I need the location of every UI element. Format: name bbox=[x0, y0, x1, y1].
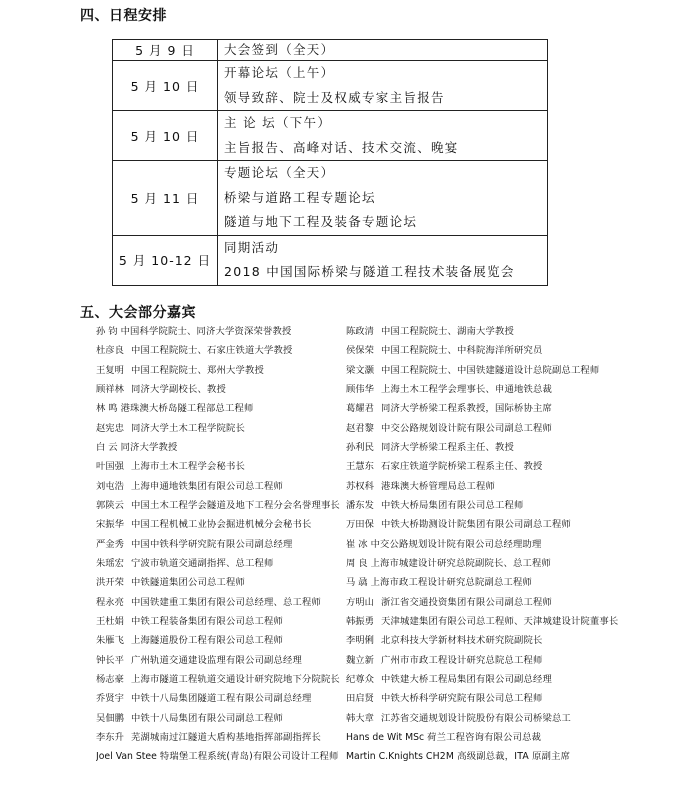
guest-entry bbox=[96, 670, 344, 689]
guest-name: 陈政清 bbox=[346, 326, 374, 337]
guest-name: 周 良 bbox=[346, 557, 368, 569]
guest-entry bbox=[346, 651, 636, 670]
guest-title: 中铁大桥科学研究院有限公司总工程师 bbox=[381, 693, 543, 705]
guest-name: 严金秀 bbox=[96, 538, 124, 550]
guest-row bbox=[96, 361, 636, 380]
guest-name: 王杜娟 bbox=[96, 615, 124, 627]
schedule-line: 专题论坛（全天） bbox=[224, 165, 335, 180]
guest-entry bbox=[346, 612, 636, 631]
guest-entry bbox=[346, 419, 636, 438]
guest-title: 广州市市政工程设计研究总院总工程师 bbox=[381, 654, 543, 666]
guest-row bbox=[96, 399, 636, 418]
guest-row bbox=[96, 670, 636, 689]
guest-row bbox=[96, 554, 636, 573]
guest-name: Martin C.Knights bbox=[346, 751, 423, 763]
guest-title: 中国工程院院士、中科院海洋所研究员 bbox=[381, 345, 543, 357]
guest-name: 程永亮 bbox=[96, 596, 124, 608]
guest-entry bbox=[346, 380, 636, 399]
guest-name: 田启贤 bbox=[346, 693, 374, 705]
schedule-date: 5 月 11 日 bbox=[113, 161, 218, 236]
guest-row bbox=[96, 322, 636, 341]
guest-title: 石家庄铁道学院桥梁工程系主任、教授 bbox=[381, 461, 543, 473]
guest-name: 吴佃鹏 bbox=[96, 712, 124, 724]
guest-title: 江苏省交通规划设计院股份有限公司桥梁总工 bbox=[381, 712, 571, 724]
schedule-line: 2018 中国国际桥梁与隧道工程技术装备展览会 bbox=[224, 264, 515, 279]
guest-entry bbox=[346, 747, 636, 766]
guest-title: 中国土木工程学会隧道及地下工程分会名誉理事长 bbox=[131, 499, 340, 511]
guest-name: 赵宪忠 bbox=[96, 422, 124, 434]
guest-row bbox=[96, 438, 636, 457]
guest-name: 潘东发 bbox=[346, 499, 374, 511]
schedule-description bbox=[218, 111, 548, 161]
guest-name: 朱瑶宏 bbox=[96, 557, 124, 569]
schedule-row bbox=[113, 40, 548, 61]
guest-name: 王复明 bbox=[96, 364, 124, 376]
guest-entry bbox=[96, 399, 344, 418]
schedule-date: 5 月 10-12 日 bbox=[113, 235, 218, 285]
guest-title: 中铁十八局集团隧道工程有限公司副总经理 bbox=[131, 693, 312, 705]
guest-entry bbox=[346, 573, 636, 592]
guest-title: 中铁大桥局集团有限公司总工程师 bbox=[381, 499, 524, 511]
guest-entry bbox=[96, 631, 344, 650]
guest-entry bbox=[96, 419, 344, 438]
schedule-line: 领导致辞、院士及权威专家主旨报告 bbox=[224, 89, 445, 105]
guest-title: 中国铁建重工集团有限公司总经理、总工程师 bbox=[131, 596, 321, 608]
guest-entry bbox=[346, 515, 636, 534]
guest-name: 刘屯浩 bbox=[96, 480, 124, 492]
guest-row bbox=[96, 573, 636, 592]
guest-name: 王慧东 bbox=[346, 461, 374, 473]
schedule-line: 主 论 坛（下午） bbox=[224, 115, 332, 130]
guest-name: 宋振华 bbox=[96, 519, 124, 531]
guest-entry bbox=[96, 457, 344, 476]
guest-row bbox=[96, 419, 636, 438]
guest-name: Hans de Wit MSc bbox=[346, 731, 425, 743]
guest-row bbox=[96, 341, 636, 360]
guest-title: 中国科学院院士、同济大学资深荣誉教授 bbox=[120, 326, 292, 337]
guest-name: 葛耀君 bbox=[346, 403, 374, 415]
guest-entry bbox=[346, 631, 636, 650]
schedule-description bbox=[218, 61, 548, 111]
guest-entry bbox=[346, 341, 636, 360]
guest-name: 侯保荣 bbox=[346, 345, 374, 357]
guest-name: 魏立新 bbox=[346, 654, 374, 666]
guest-name: 孙利民 bbox=[346, 441, 374, 453]
guest-entry bbox=[96, 535, 344, 554]
guest-entry bbox=[96, 593, 344, 612]
guest-entry bbox=[346, 477, 636, 496]
guest-entry bbox=[346, 399, 636, 418]
guest-title: 中国工程院院士、湖南大学教授 bbox=[381, 326, 514, 337]
guest-entry bbox=[346, 438, 636, 457]
guest-title: 中交公路规划设计院有限公司总经理助理 bbox=[370, 538, 542, 550]
guest-row bbox=[96, 651, 636, 670]
guest-name: 白 云 bbox=[96, 441, 118, 453]
schedule-row bbox=[113, 111, 548, 161]
guest-entry bbox=[96, 496, 344, 515]
guest-title: 中国工程院院士、郑州大学教授 bbox=[131, 364, 264, 376]
guest-title: 上海隧道股份工程有限公司总工程师 bbox=[131, 635, 283, 647]
schedule-row bbox=[113, 61, 548, 111]
guest-entry bbox=[96, 728, 346, 747]
guest-title: 中铁工程装备集团有限公司总工程师 bbox=[131, 615, 283, 627]
guest-title: 特瑞堡工程系统(青岛)有限公司设计工程师 bbox=[159, 751, 339, 763]
guest-title: 广州轨道交通建设监理有限公司副总经理 bbox=[131, 654, 302, 666]
guest-name: 崔 冰 bbox=[346, 538, 368, 550]
schedule-line: 主旨报告、高峰对话、技术交流、晚宴 bbox=[224, 139, 459, 155]
guest-row bbox=[96, 457, 636, 476]
guest-entry bbox=[346, 593, 636, 612]
guest-entry bbox=[96, 515, 344, 534]
guest-row bbox=[96, 477, 636, 496]
guest-entry bbox=[346, 709, 636, 728]
guest-row bbox=[96, 593, 636, 612]
guest-entry bbox=[96, 573, 344, 592]
guest-title: 北京科技大学新材料技术研究院副院长 bbox=[381, 635, 543, 647]
schedule-description bbox=[218, 40, 548, 61]
guest-title: 上海申通地铁集团有限公司总工程师 bbox=[131, 480, 283, 492]
guest-name: 韩大章 bbox=[346, 712, 374, 724]
guest-title: 港珠澳大桥岛隧工程部总工程师 bbox=[120, 403, 254, 415]
guest-name: 万田保 bbox=[346, 519, 374, 531]
guest-name: 马 骉 bbox=[346, 577, 368, 589]
guest-name: 杜彦良 bbox=[96, 345, 124, 357]
schedule-description bbox=[218, 161, 548, 236]
guest-entry bbox=[346, 322, 636, 341]
guest-row bbox=[96, 535, 636, 554]
guest-title: 荷兰工程咨询有限公司总裁 bbox=[427, 731, 542, 743]
guest-name: 李明俐 bbox=[346, 635, 374, 647]
guest-entry bbox=[96, 612, 344, 631]
guest-entry bbox=[346, 361, 636, 380]
guest-name: 杨志豪 bbox=[96, 673, 124, 685]
guest-entry bbox=[96, 689, 344, 708]
guest-title: 宁波市轨道交通副指挥、总工程师 bbox=[131, 557, 274, 569]
guest-title: 同济大学土木工程学院院长 bbox=[131, 422, 245, 434]
schedule-date: 5 月 9 日 bbox=[113, 40, 218, 61]
guest-title: 中铁建大桥工程局集团有限公司副总经理 bbox=[381, 673, 552, 685]
guest-entry bbox=[96, 341, 344, 360]
guest-name: Joel Van Stee bbox=[96, 751, 157, 763]
schedule-row bbox=[113, 235, 548, 285]
guest-title: 同济大学桥梁工程系教授，国际桥协主席 bbox=[381, 403, 552, 415]
guest-entry bbox=[346, 728, 636, 747]
guest-entry bbox=[346, 535, 636, 554]
guest-entry bbox=[96, 554, 344, 573]
guest-entry bbox=[96, 380, 344, 399]
guest-entry bbox=[96, 709, 344, 728]
guest-title: 中国工程院院士、中国铁建隧道设计总院副总工程师 bbox=[381, 364, 600, 376]
guest-entry bbox=[96, 747, 346, 766]
guest-name: 赵君黎 bbox=[346, 422, 374, 434]
guest-title: 中铁隧道集团公司总工程师 bbox=[131, 577, 245, 589]
guest-title: 同济大学教授 bbox=[120, 441, 178, 453]
guest-entry bbox=[96, 361, 344, 380]
guest-title: 上海土木工程学会理事长、申通地铁总裁 bbox=[381, 383, 552, 395]
guest-entry bbox=[346, 457, 636, 476]
guest-name: 孙 钧 bbox=[96, 326, 118, 337]
guest-entry bbox=[346, 554, 636, 573]
guest-title: 芜湖城南过江隧道大盾构基地指挥部副指挥长 bbox=[131, 731, 321, 743]
guest-name: 梁文灏 bbox=[346, 364, 374, 376]
guest-title: 上海市政工程设计研究总院副总工程师 bbox=[370, 577, 533, 589]
guest-row bbox=[96, 631, 636, 650]
guest-title: 上海市城建设计研究总院副院长、总工程师 bbox=[370, 557, 552, 569]
guest-row bbox=[96, 689, 636, 708]
guest-name: 顾祥林 bbox=[96, 383, 124, 395]
guest-name: 叶国强 bbox=[96, 461, 124, 473]
schedule-line: 大会签到（全天） bbox=[224, 42, 335, 57]
guest-entry bbox=[346, 689, 636, 708]
guest-name: 苏权科 bbox=[346, 480, 374, 492]
schedule-date: 5 月 10 日 bbox=[113, 61, 218, 111]
guest-title: 同济大学桥梁工程系主任、教授 bbox=[381, 441, 514, 453]
guest-name: 钟长平 bbox=[96, 654, 124, 666]
guest-row bbox=[96, 747, 636, 766]
guest-entry bbox=[96, 438, 344, 457]
schedule-line: 同期活动 bbox=[224, 239, 280, 255]
guest-list bbox=[96, 322, 636, 767]
guest-title: 中铁十八局集团有限公司副总工程师 bbox=[131, 712, 283, 724]
guest-title: 中交公路规划设计院有限公司副总工程师 bbox=[381, 422, 552, 434]
guest-row bbox=[96, 515, 636, 534]
guest-title: 中铁大桥勘测设计院集团有限公司副总工程师 bbox=[381, 519, 571, 531]
guest-title: 港珠澳大桥管理局总工程师 bbox=[381, 480, 495, 492]
guest-title: CH2M 高级副总裁，ITA 原副主席 bbox=[425, 751, 571, 763]
guest-title: 天津城建集团有限公司总工程师、天津城建设计院董事长 bbox=[381, 615, 619, 627]
schedule-table bbox=[112, 39, 548, 286]
guest-name: 洪开荣 bbox=[96, 577, 124, 589]
schedule-row bbox=[113, 161, 548, 236]
guest-name: 林 鸣 bbox=[96, 403, 118, 415]
schedule-description bbox=[218, 235, 548, 285]
schedule-line: 开幕论坛（上午） bbox=[224, 65, 335, 80]
guest-entry bbox=[346, 670, 636, 689]
guest-name: 韩振勇 bbox=[346, 615, 374, 627]
guest-name: 方明山 bbox=[346, 596, 374, 608]
guest-entry bbox=[346, 496, 636, 515]
section-heading-guests: 五、大会部分嘉宾 bbox=[80, 305, 196, 321]
guest-name: 朱雁飞 bbox=[96, 635, 124, 647]
guest-name: 纪尊众 bbox=[346, 673, 374, 685]
guest-title: 上海市土木工程学会秘书长 bbox=[131, 461, 245, 473]
guest-title: 同济大学副校长、教授 bbox=[131, 383, 226, 395]
guest-title: 浙江省交通投资集团有限公司副总工程师 bbox=[381, 596, 552, 608]
guest-row bbox=[96, 612, 636, 631]
schedule-date: 5 月 10 日 bbox=[113, 111, 218, 161]
guest-entry bbox=[96, 477, 344, 496]
guest-title: 上海市隧道工程轨道交通设计研究院地下分院院长 bbox=[131, 673, 340, 685]
schedule-line: 桥梁与道路工程专题论坛 bbox=[224, 189, 376, 205]
guest-row bbox=[96, 496, 636, 515]
guest-title: 中国中铁科学研究院有限公司副总经理 bbox=[131, 538, 293, 550]
section-heading-schedule: 四、日程安排 bbox=[80, 8, 167, 24]
guest-entry bbox=[96, 651, 344, 670]
guest-row bbox=[96, 709, 636, 728]
guest-title: 中国工程院院士、石家庄铁道大学教授 bbox=[131, 345, 293, 357]
guest-name: 郭陕云 bbox=[96, 499, 124, 511]
guest-name: 乔贤宇 bbox=[96, 693, 124, 705]
guest-name: 李东升 bbox=[96, 731, 124, 743]
guest-row bbox=[96, 728, 636, 747]
guest-entry bbox=[96, 322, 344, 341]
guest-name: 顾伟华 bbox=[346, 383, 374, 395]
guest-title: 中国工程机械工业协会掘进机械分会秘书长 bbox=[131, 519, 312, 531]
guest-row bbox=[96, 380, 636, 399]
schedule-line: 隧道与地下工程及装备专题论坛 bbox=[224, 214, 418, 229]
